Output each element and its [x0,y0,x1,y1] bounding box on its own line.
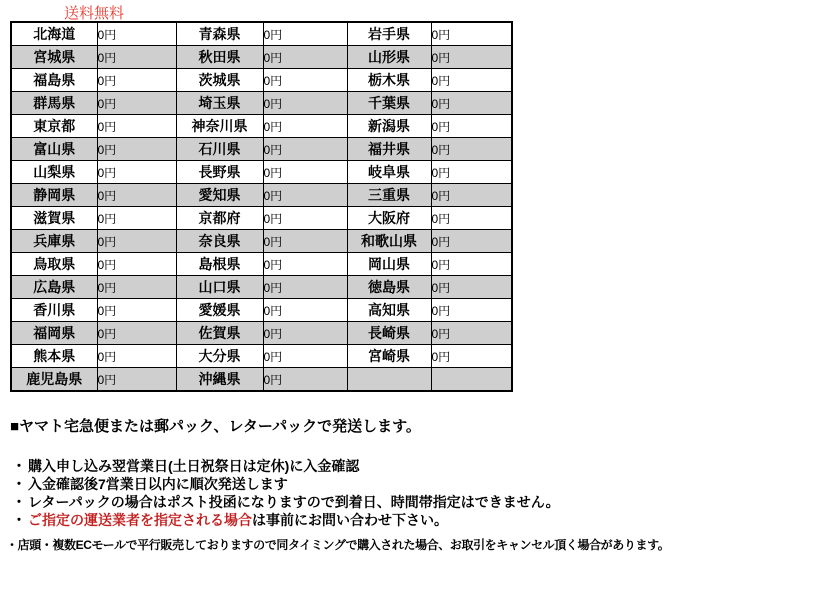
prefecture-cell: 三重県 [347,184,431,207]
prefecture-cell: 鹿児島県 [11,368,97,392]
fee-cell: 0円 [263,368,347,392]
prefecture-cell: 島根県 [176,253,263,276]
note-bullet [12,475,560,493]
fee-cell: 0円 [97,276,176,299]
fee-cell: 0円 [263,22,347,46]
note-bullet [12,493,560,511]
table-row [11,322,512,345]
prefecture-cell: 愛媛県 [176,299,263,322]
prefecture-cell: 香川県 [11,299,97,322]
fee-cell: 0円 [97,230,176,253]
prefecture-cell: 大阪府 [347,207,431,230]
note-text-red: ご指定の運送業者を指定される場合 [28,512,252,528]
prefecture-cell: 福井県 [347,138,431,161]
table-row [11,253,512,276]
fee-cell: 0円 [97,138,176,161]
prefecture-cell: 長崎県 [347,322,431,345]
fee-cell: 0円 [97,22,176,46]
prefecture-cell: 秋田県 [176,46,263,69]
fee-cell: 0円 [97,207,176,230]
prefecture-cell: 栃木県 [347,69,431,92]
prefecture-cell: 青森県 [176,22,263,46]
note-text: 購入申し込み翌営業日(土日祝祭日は定休)に入金確認 [28,458,360,474]
prefecture-cell: 長野県 [176,161,263,184]
fee-cell: 0円 [263,46,347,69]
fee-cell: 0円 [97,115,176,138]
fee-cell: 0円 [431,115,512,138]
fee-cell: 0円 [97,322,176,345]
table-row [11,22,512,46]
prefecture-cell: 沖縄県 [176,368,263,392]
prefecture-cell: 宮城県 [11,46,97,69]
table-row [11,92,512,115]
prefecture-cell: 山口県 [176,276,263,299]
fee-cell: 0円 [263,345,347,368]
fee-cell: 0円 [263,92,347,115]
prefecture-cell: 佐賀県 [176,322,263,345]
notes-bullet-list [12,457,560,529]
table-row [11,299,512,322]
table-row [11,69,512,92]
bullet-marker: ・ [12,458,26,474]
prefecture-cell [347,368,431,392]
prefecture-cell: 茨城県 [176,69,263,92]
prefecture-cell: 高知県 [347,299,431,322]
fee-cell: 0円 [431,92,512,115]
table-row [11,368,512,392]
fee-cell: 0円 [97,345,176,368]
fee-cell: 0円 [97,161,176,184]
prefecture-cell: 岐阜県 [347,161,431,184]
table-row [11,115,512,138]
shipping-table-body [11,22,512,391]
prefecture-cell: 富山県 [11,138,97,161]
fee-cell: 0円 [263,322,347,345]
fee-cell: 0円 [431,230,512,253]
prefecture-cell: 奈良県 [176,230,263,253]
fee-cell: 0円 [431,276,512,299]
prefecture-cell: 岩手県 [347,22,431,46]
fee-cell: 0円 [431,69,512,92]
prefecture-cell: 大分県 [176,345,263,368]
cancellation-note: ・店頭・複数ECモールで平行販売しておりますので同タイミングで購入された場合、お取引をキャンセル頂く場合があります。 [6,538,670,552]
prefecture-cell: 山形県 [347,46,431,69]
fee-cell: 0円 [431,22,512,46]
prefecture-cell: 広島県 [11,276,97,299]
table-row [11,345,512,368]
fee-cell: 0円 [431,207,512,230]
bullet-marker: ・ [12,512,26,528]
fee-cell: 0円 [263,161,347,184]
prefecture-cell: 和歌山県 [347,230,431,253]
fee-cell: 0円 [431,184,512,207]
note-text: 入金確認後7営業日以内に順次発送します [28,476,288,492]
shipping-method-heading: ■ヤマト宅急便または郵パック、レターパックで発送します。 [10,418,421,435]
fee-cell: 0円 [263,276,347,299]
fee-cell: 0円 [431,161,512,184]
prefecture-cell: 滋賀県 [11,207,97,230]
prefecture-cell: 熊本県 [11,345,97,368]
fee-cell: 0円 [97,69,176,92]
fee-cell: 0円 [263,299,347,322]
note-bullet [12,511,560,529]
fee-cell: 0円 [431,46,512,69]
prefecture-cell: 兵庫県 [11,230,97,253]
fee-cell: 0円 [97,92,176,115]
prefecture-cell: 新潟県 [347,115,431,138]
prefecture-cell: 愛知県 [176,184,263,207]
fee-cell: 0円 [97,46,176,69]
prefecture-cell: 岡山県 [347,253,431,276]
fee-cell: 0円 [431,138,512,161]
table-row [11,230,512,253]
fee-cell: 0円 [431,322,512,345]
table-row [11,46,512,69]
table-row [11,207,512,230]
note-bullet [12,457,560,475]
table-row [11,138,512,161]
fee-cell: 0円 [431,345,512,368]
prefecture-cell: 山梨県 [11,161,97,184]
prefecture-cell: 千葉県 [347,92,431,115]
shipping-fee-table [10,21,513,392]
prefecture-cell: 静岡県 [11,184,97,207]
prefecture-cell: 宮崎県 [347,345,431,368]
fee-cell: 0円 [97,299,176,322]
fee-cell: 0円 [263,253,347,276]
fee-cell: 0円 [97,368,176,392]
prefecture-cell: 東京都 [11,115,97,138]
fee-cell: 0円 [263,115,347,138]
prefecture-cell: 福岡県 [11,322,97,345]
fee-cell: 0円 [263,69,347,92]
free-shipping-label: 送料無料 [64,5,125,22]
fee-cell: 0円 [263,184,347,207]
prefecture-cell: 群馬県 [11,92,97,115]
fee-cell: 0円 [97,253,176,276]
table-row [11,184,512,207]
bullet-marker: ・ [12,476,26,492]
prefecture-cell: 北海道 [11,22,97,46]
table-row [11,276,512,299]
fee-cell: 0円 [263,138,347,161]
prefecture-cell: 徳島県 [347,276,431,299]
prefecture-cell: 埼玉県 [176,92,263,115]
table-row [11,161,512,184]
fee-cell: 0円 [431,299,512,322]
prefecture-cell: 福島県 [11,69,97,92]
fee-cell: 0円 [263,207,347,230]
fee-cell: 0円 [431,253,512,276]
fee-cell: 0円 [97,184,176,207]
prefecture-cell: 石川県 [176,138,263,161]
prefecture-cell: 京都府 [176,207,263,230]
note-text: レターパックの場合はポスト投函になりますので到着日、時間帯指定はできません。 [28,494,560,510]
note-text: は事前にお問い合わせ下さい。 [252,512,448,528]
prefecture-cell: 鳥取県 [11,253,97,276]
fee-cell [431,368,512,392]
fee-cell: 0円 [263,230,347,253]
bullet-marker: ・ [12,494,26,510]
prefecture-cell: 神奈川県 [176,115,263,138]
